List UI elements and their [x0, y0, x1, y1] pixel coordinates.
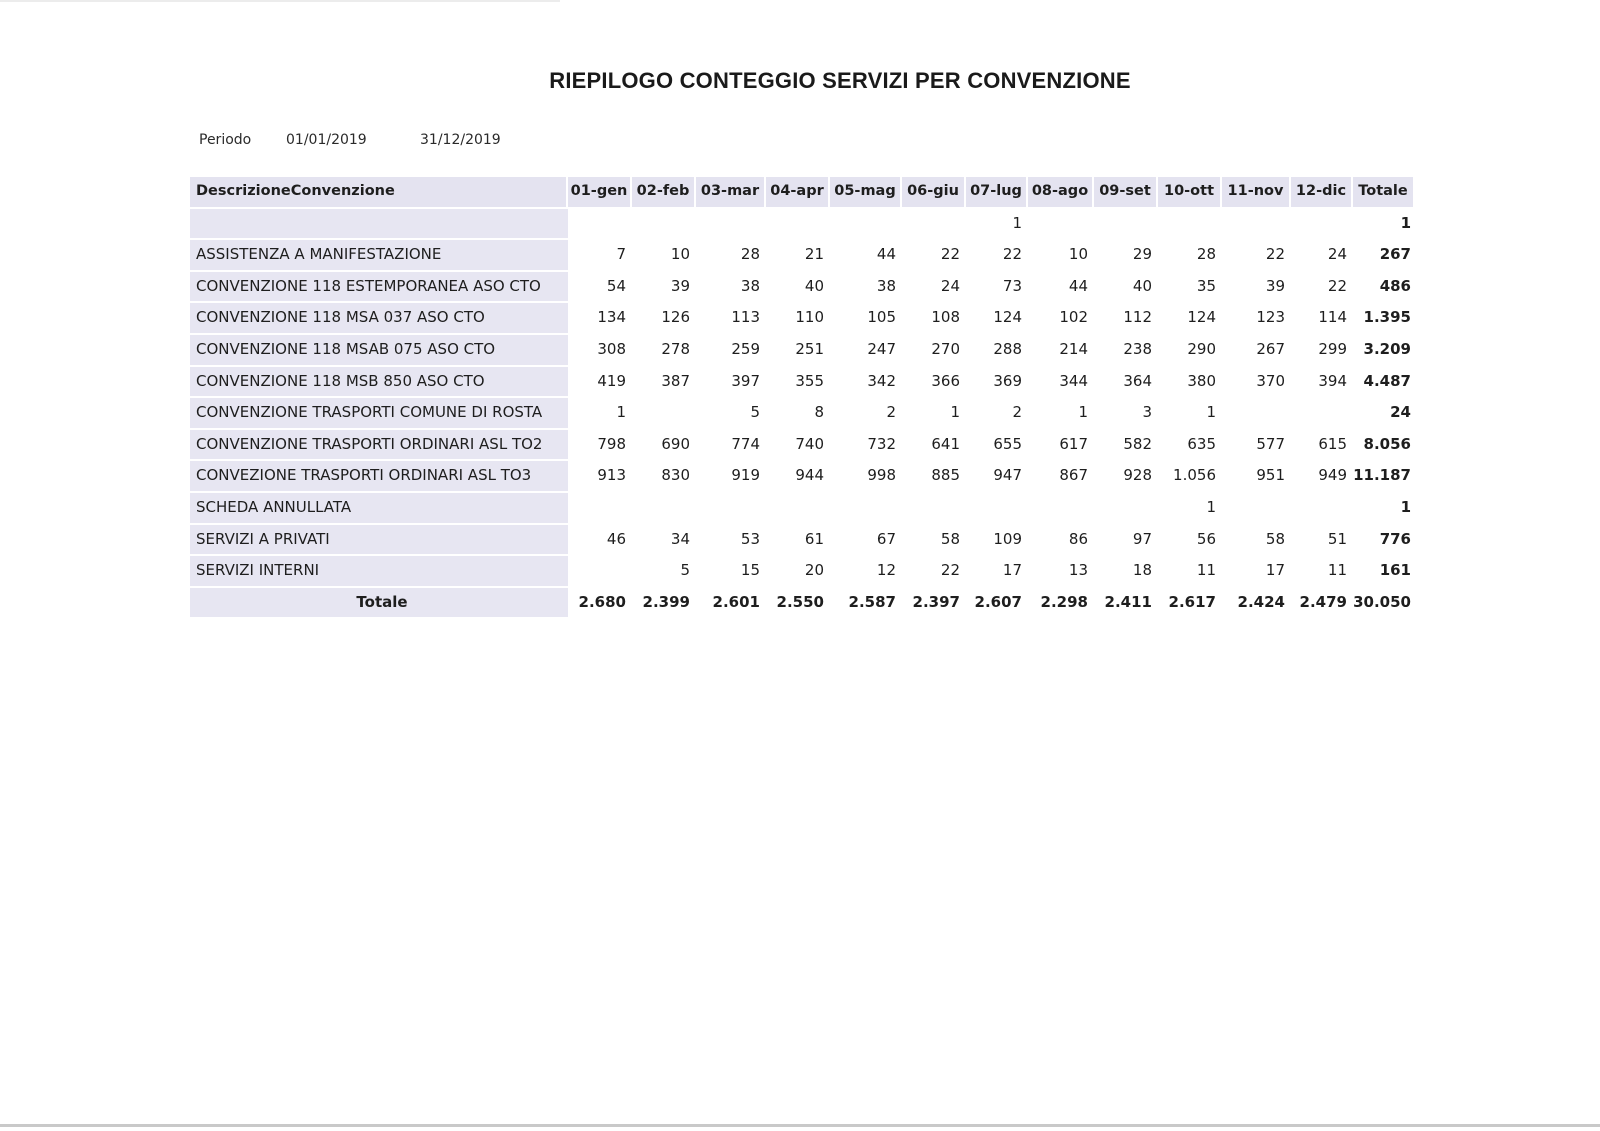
table-row: [190, 303, 1415, 335]
month-count-cell: 5: [696, 398, 766, 430]
month-count-cell: [1222, 209, 1291, 241]
row-description: SCHEDA ANNULLATA: [190, 493, 568, 525]
month-count-cell: 582: [1094, 430, 1158, 462]
month-count-cell: 24: [902, 272, 966, 304]
services-summary-table: [190, 177, 1415, 619]
month-count-cell: 355: [766, 367, 830, 399]
totals-row: [190, 588, 1415, 620]
month-count-cell: [696, 209, 766, 241]
month-count-cell: 134: [568, 303, 632, 335]
table-row: [190, 335, 1415, 367]
month-count-cell: 394: [1291, 367, 1353, 399]
row-description: CONVEZIONE TRASPORTI ORDINARI ASL TO3: [190, 461, 568, 493]
month-count-cell: 54: [568, 272, 632, 304]
month-total-cell: 2.399: [632, 588, 696, 620]
month-count-cell: [1222, 493, 1291, 525]
month-count-cell: 949: [1291, 461, 1353, 493]
month-count-cell: 102: [1028, 303, 1094, 335]
month-count-cell: 364: [1094, 367, 1158, 399]
month-count-cell: 28: [1158, 240, 1222, 272]
month-count-cell: 7: [568, 240, 632, 272]
month-count-cell: 34: [632, 525, 696, 557]
month-count-cell: 1: [1158, 493, 1222, 525]
month-count-cell: 288: [966, 335, 1028, 367]
table-body: [190, 209, 1415, 620]
month-count-cell: 947: [966, 461, 1028, 493]
month-count-cell: 11: [1291, 556, 1353, 588]
month-count-cell: 13: [1028, 556, 1094, 588]
month-count-cell: 370: [1222, 367, 1291, 399]
month-count-cell: 40: [1094, 272, 1158, 304]
month-count-cell: 126: [632, 303, 696, 335]
month-count-cell: 73: [966, 272, 1028, 304]
column-header-month: 04-apr: [766, 177, 830, 209]
month-count-cell: 655: [966, 430, 1028, 462]
scan-edge-bottom: [0, 1124, 1600, 1127]
month-count-cell: [568, 209, 632, 241]
month-count-cell: 2: [830, 398, 902, 430]
month-count-cell: 635: [1158, 430, 1222, 462]
month-count-cell: [1222, 398, 1291, 430]
month-count-cell: [902, 493, 966, 525]
month-count-cell: 740: [766, 430, 830, 462]
month-count-cell: 951: [1222, 461, 1291, 493]
period-start-date: 01/01/2019: [286, 132, 367, 148]
month-count-cell: 109: [966, 525, 1028, 557]
month-count-cell: 615: [1291, 430, 1353, 462]
month-count-cell: [1094, 493, 1158, 525]
month-count-cell: 366: [902, 367, 966, 399]
month-count-cell: 344: [1028, 367, 1094, 399]
row-total-cell: 776: [1353, 525, 1415, 557]
month-count-cell: 56: [1158, 525, 1222, 557]
row-total-cell: 161: [1353, 556, 1415, 588]
table-row: [190, 430, 1415, 462]
month-count-cell: 690: [632, 430, 696, 462]
column-header-month: 03-mar: [696, 177, 766, 209]
month-count-cell: 22: [902, 556, 966, 588]
month-count-cell: 28: [696, 240, 766, 272]
month-count-cell: 397: [696, 367, 766, 399]
table-row: [190, 209, 1415, 241]
month-count-cell: 17: [966, 556, 1028, 588]
month-count-cell: [568, 556, 632, 588]
month-count-cell: 577: [1222, 430, 1291, 462]
month-count-cell: 105: [830, 303, 902, 335]
month-count-cell: 10: [1028, 240, 1094, 272]
month-total-cell: 2.298: [1028, 588, 1094, 620]
month-count-cell: [632, 209, 696, 241]
month-count-cell: 369: [966, 367, 1028, 399]
month-count-cell: [1158, 209, 1222, 241]
grand-total-cell: 30.050: [1353, 588, 1415, 620]
month-count-cell: 110: [766, 303, 830, 335]
row-description: CONVENZIONE 118 MSAB 075 ASO CTO: [190, 335, 568, 367]
row-total-cell: 8.056: [1353, 430, 1415, 462]
table-row: [190, 367, 1415, 399]
month-count-cell: 22: [1222, 240, 1291, 272]
month-count-cell: 40: [766, 272, 830, 304]
month-count-cell: [568, 493, 632, 525]
month-total-cell: 2.479: [1291, 588, 1353, 620]
month-count-cell: 12: [830, 556, 902, 588]
column-header-month: 10-ott: [1158, 177, 1222, 209]
month-count-cell: 97: [1094, 525, 1158, 557]
month-count-cell: 18: [1094, 556, 1158, 588]
month-total-cell: 2.411: [1094, 588, 1158, 620]
month-count-cell: 20: [766, 556, 830, 588]
month-count-cell: 1: [902, 398, 966, 430]
month-count-cell: [1291, 398, 1353, 430]
month-count-cell: 11: [1158, 556, 1222, 588]
month-count-cell: 108: [902, 303, 966, 335]
row-total-cell: 1: [1353, 493, 1415, 525]
table-row: [190, 240, 1415, 272]
month-count-cell: [766, 209, 830, 241]
row-total-cell: 486: [1353, 272, 1415, 304]
month-count-cell: 2: [966, 398, 1028, 430]
month-count-cell: 8: [766, 398, 830, 430]
month-count-cell: 919: [696, 461, 766, 493]
month-count-cell: 46: [568, 525, 632, 557]
month-count-cell: 885: [902, 461, 966, 493]
period-end-date: 31/12/2019: [420, 132, 501, 148]
month-total-cell: 2.397: [902, 588, 966, 620]
scan-edge-top: [0, 0, 560, 2]
row-description: SERVIZI INTERNI: [190, 556, 568, 588]
month-count-cell: 44: [1028, 272, 1094, 304]
month-count-cell: 238: [1094, 335, 1158, 367]
column-header-total: Totale: [1353, 177, 1415, 209]
table-row: [190, 461, 1415, 493]
row-description: CONVENZIONE 118 MSA 037 ASO CTO: [190, 303, 568, 335]
month-total-cell: 2.424: [1222, 588, 1291, 620]
row-description: CONVENZIONE TRASPORTI ORDINARI ASL TO2: [190, 430, 568, 462]
month-count-cell: 830: [632, 461, 696, 493]
month-count-cell: 641: [902, 430, 966, 462]
table-header-row: [190, 177, 1415, 209]
month-count-cell: [966, 493, 1028, 525]
month-count-cell: 24: [1291, 240, 1353, 272]
month-count-cell: 113: [696, 303, 766, 335]
month-count-cell: 1.056: [1158, 461, 1222, 493]
month-count-cell: 774: [696, 430, 766, 462]
month-count-cell: [696, 493, 766, 525]
row-description: ASSISTENZA A MANIFESTAZIONE: [190, 240, 568, 272]
month-count-cell: 1: [1028, 398, 1094, 430]
month-count-cell: 22: [966, 240, 1028, 272]
month-count-cell: 259: [696, 335, 766, 367]
column-header-month: 05-mag: [830, 177, 902, 209]
month-count-cell: 67: [830, 525, 902, 557]
month-count-cell: 1: [966, 209, 1028, 241]
row-total-cell: 1.395: [1353, 303, 1415, 335]
row-description: CONVENZIONE TRASPORTI COMUNE DI ROSTA: [190, 398, 568, 430]
month-count-cell: 342: [830, 367, 902, 399]
month-total-cell: 2.587: [830, 588, 902, 620]
column-header-description: DescrizioneConvenzione: [190, 177, 568, 209]
month-count-cell: 1: [1158, 398, 1222, 430]
table-row: [190, 398, 1415, 430]
table-row: [190, 556, 1415, 588]
month-count-cell: 21: [766, 240, 830, 272]
month-count-cell: 944: [766, 461, 830, 493]
month-count-cell: 798: [568, 430, 632, 462]
month-count-cell: 15: [696, 556, 766, 588]
month-count-cell: 913: [568, 461, 632, 493]
table-row: [190, 493, 1415, 525]
month-total-cell: 2.617: [1158, 588, 1222, 620]
month-count-cell: 22: [902, 240, 966, 272]
column-header-month: 11-nov: [1222, 177, 1291, 209]
month-count-cell: 39: [632, 272, 696, 304]
column-header-month: 09-set: [1094, 177, 1158, 209]
totals-row-label: Totale: [190, 588, 568, 620]
month-count-cell: 112: [1094, 303, 1158, 335]
month-count-cell: 58: [1222, 525, 1291, 557]
month-count-cell: [1094, 209, 1158, 241]
month-count-cell: 124: [1158, 303, 1222, 335]
month-count-cell: 380: [1158, 367, 1222, 399]
month-count-cell: 308: [568, 335, 632, 367]
month-count-cell: 299: [1291, 335, 1353, 367]
month-count-cell: 38: [830, 272, 902, 304]
month-count-cell: 419: [568, 367, 632, 399]
month-total-cell: 2.680: [568, 588, 632, 620]
column-header-month: 12-dic: [1291, 177, 1353, 209]
row-description: CONVENZIONE 118 MSB 850 ASO CTO: [190, 367, 568, 399]
month-count-cell: 22: [1291, 272, 1353, 304]
month-count-cell: 267: [1222, 335, 1291, 367]
month-count-cell: 38: [696, 272, 766, 304]
row-total-cell: 4.487: [1353, 367, 1415, 399]
month-count-cell: 17: [1222, 556, 1291, 588]
month-count-cell: 124: [966, 303, 1028, 335]
month-count-cell: 44: [830, 240, 902, 272]
month-count-cell: 1: [568, 398, 632, 430]
row-description: CONVENZIONE 118 ESTEMPORANEA ASO CTO: [190, 272, 568, 304]
month-count-cell: 387: [632, 367, 696, 399]
month-count-cell: [830, 493, 902, 525]
month-count-cell: [830, 209, 902, 241]
month-count-cell: 53: [696, 525, 766, 557]
row-total-cell: 24: [1353, 398, 1415, 430]
month-count-cell: [632, 398, 696, 430]
row-total-cell: 3.209: [1353, 335, 1415, 367]
month-count-cell: 3: [1094, 398, 1158, 430]
column-header-month: 08-ago: [1028, 177, 1094, 209]
month-count-cell: 214: [1028, 335, 1094, 367]
month-count-cell: 278: [632, 335, 696, 367]
row-description: SERVIZI A PRIVATI: [190, 525, 568, 557]
month-count-cell: 867: [1028, 461, 1094, 493]
month-count-cell: 290: [1158, 335, 1222, 367]
column-header-month: 07-lug: [966, 177, 1028, 209]
table-row: [190, 525, 1415, 557]
row-total-cell: 267: [1353, 240, 1415, 272]
period-label: Periodo: [199, 132, 252, 148]
month-count-cell: 998: [830, 461, 902, 493]
month-count-cell: 732: [830, 430, 902, 462]
month-count-cell: 58: [902, 525, 966, 557]
month-total-cell: 2.550: [766, 588, 830, 620]
month-count-cell: 123: [1222, 303, 1291, 335]
month-count-cell: 617: [1028, 430, 1094, 462]
month-count-cell: 61: [766, 525, 830, 557]
row-total-cell: 1: [1353, 209, 1415, 241]
table-row: [190, 272, 1415, 304]
month-count-cell: 51: [1291, 525, 1353, 557]
month-count-cell: 29: [1094, 240, 1158, 272]
month-count-cell: [632, 493, 696, 525]
column-header-month: 02-feb: [632, 177, 696, 209]
month-count-cell: 35: [1158, 272, 1222, 304]
month-count-cell: 270: [902, 335, 966, 367]
row-total-cell: 11.187: [1353, 461, 1415, 493]
month-count-cell: 928: [1094, 461, 1158, 493]
month-count-cell: [766, 493, 830, 525]
month-count-cell: [902, 209, 966, 241]
report-title: RIEPILOGO CONTEGGIO SERVIZI PER CONVENZIONE: [549, 68, 1131, 93]
column-header-month: 06-giu: [902, 177, 966, 209]
month-total-cell: 2.607: [966, 588, 1028, 620]
month-count-cell: 5: [632, 556, 696, 588]
month-count-cell: 251: [766, 335, 830, 367]
month-total-cell: 2.601: [696, 588, 766, 620]
month-count-cell: 114: [1291, 303, 1353, 335]
month-count-cell: [1291, 209, 1353, 241]
month-count-cell: [1028, 209, 1094, 241]
month-count-cell: 247: [830, 335, 902, 367]
month-count-cell: [1291, 493, 1353, 525]
month-count-cell: 39: [1222, 272, 1291, 304]
row-description: [190, 209, 568, 241]
month-count-cell: 86: [1028, 525, 1094, 557]
month-count-cell: 10: [632, 240, 696, 272]
month-count-cell: [1028, 493, 1094, 525]
column-header-month: 01-gen: [568, 177, 632, 209]
